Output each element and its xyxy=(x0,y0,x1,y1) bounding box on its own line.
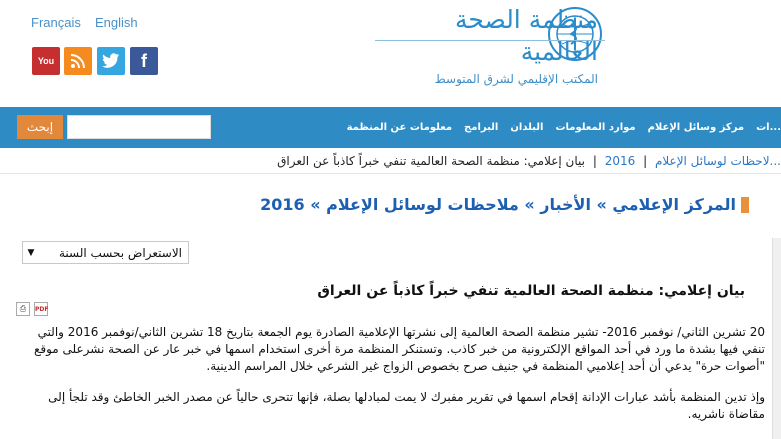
pdf-icon[interactable] xyxy=(34,302,48,316)
breadcrumb xyxy=(0,149,781,173)
page-heading-text: المركز الإعلامي » الأخبار » ملاحظات لوسائل الإعلام » 2016 xyxy=(260,195,736,214)
lang-english-link[interactable]: English xyxy=(95,15,138,30)
pdf-icon-label: PDF xyxy=(35,306,49,313)
nav-item-information-resources[interactable]: موارد المعلومات xyxy=(555,122,636,133)
search-input[interactable] xyxy=(67,115,211,139)
logo-subtitle: المكتب الإقليمي لشرق المتوسط xyxy=(434,72,598,86)
facebook-icon[interactable] xyxy=(130,47,158,75)
rss-icon[interactable] xyxy=(64,47,92,75)
facebook-icon-label: f xyxy=(141,50,147,71)
nav-item-media-centre[interactable]: مركز وسائل الإعلام xyxy=(647,122,745,133)
breadcrumb-item-media-notes[interactable]: ...لاحظات لوسائل الإعلام xyxy=(654,154,781,168)
breadcrumb-separator: | xyxy=(643,154,648,168)
print-icon[interactable]: ⎙ xyxy=(16,302,30,316)
article-tools xyxy=(16,302,48,316)
breadcrumb-item-year[interactable]: 2016 xyxy=(604,154,636,168)
article-paragraph: وإذ تدين المنظمة بأشد عبارات الإدانة إقحام اسمها في تقرير مفبرك لا يمت لمبادلها بصلة، فإنها تتحرى حالياً عن مصدر الخبر الخاطئ وقد تلجأ إلى مقاضاة ناشريه. xyxy=(48,390,765,421)
breadcrumb-divider xyxy=(0,173,781,174)
who-emblem-icon xyxy=(547,6,603,62)
rss-glyph xyxy=(70,53,86,69)
search-button[interactable]: إبحث xyxy=(17,115,63,139)
twitter-icon[interactable] xyxy=(97,47,125,75)
nav-item-countries[interactable]: البلدان xyxy=(510,122,544,133)
year-select-dropdown[interactable] xyxy=(22,241,189,264)
youtube-icon-label: You xyxy=(37,56,55,66)
chevron-down-icon: ▼ xyxy=(27,247,35,258)
year-select-label: الاستعراض بحسب السنة xyxy=(58,245,182,260)
page-scrollbar[interactable] xyxy=(772,238,781,439)
breadcrumb-item-current: بيان إعلامي: منظمة الصحة العالمية تنفي خبراً كاذباً عن العراق xyxy=(277,154,585,168)
lang-french-link[interactable]: Français xyxy=(31,15,81,30)
twitter-bird-glyph xyxy=(102,53,120,69)
breadcrumb-separator: | xyxy=(592,154,597,168)
logo-title: منظمة الصحة العالمية xyxy=(454,5,598,66)
heading-accent-bar xyxy=(741,197,749,213)
page-heading xyxy=(260,195,749,214)
nav-menu xyxy=(347,107,781,148)
logo-divider xyxy=(375,40,605,41)
nav-item-programmes[interactable]: البرامج xyxy=(464,122,499,133)
youtube-icon[interactable] xyxy=(32,47,60,75)
article-title: بيان إعلامي: منظمة الصحة العالمية تنفي خبراً كاذباً عن العراق xyxy=(317,283,745,299)
article-body xyxy=(19,324,765,437)
nav-item-partial[interactable]: ...ات xyxy=(756,122,781,133)
article-paragraph: 20 تشرين الثاني/ نوفمبر 2016- تشير منظمة الصحة العالمية إلى نشرتها الإعلامية الصادرة يوم الجمعة بتاريخ 18 تشرين الثاني/نوفمبر 2016 والتي تنفي فيها بشدة ما ورد في أحد المواقع الإلكترونية من خبر كاذب. وتستنكر المنظمة مرة أخرى استخدام اسمها في خبر عار عن الصحة نشرعلى موقع "أصوات حرة" يدعي أن أحد إعلاميي المنظمة في جنيف صرح بخصوص الزواج غير الشرعي خلال المراسم الدينية. xyxy=(33,325,765,373)
nav-item-about-who[interactable]: معلومات عن المنظمة xyxy=(346,122,453,133)
